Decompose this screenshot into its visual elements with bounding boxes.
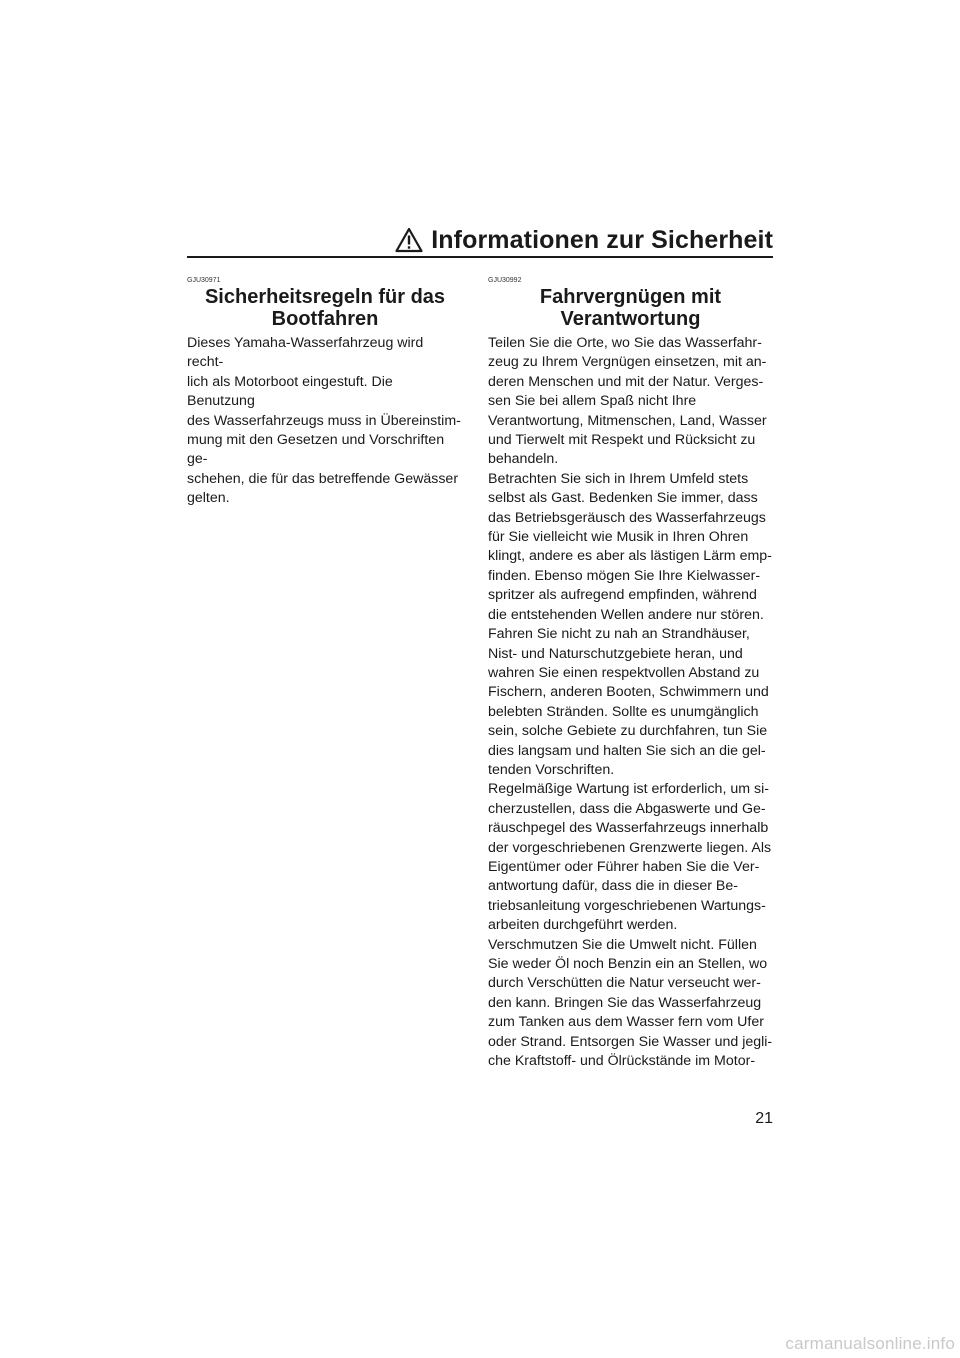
left-column — [187, 276, 463, 509]
section-heading-line: Sicherheitsregeln für das — [204, 286, 446, 308]
section-heading-line: Verantwortung — [560, 308, 701, 330]
section-body: Teilen Sie die Orte, wo Sie das Wasserfahr- zeug zu Ihrem Vergnügen einsetzen, mit an- deren Menschen und mit der Natur. Verges- sen Sie bei allem Spaß nicht Ihre Verantwortung, Mitmenschen, Land, Wasser und Tierwelt mit Respekt und Rücksicht zu behandeln. Betrachten Sie sich in Ihrem Umfeld stets selbst als Gast. Bedenken Sie immer, dass das Betriebsgeräusch des Wasserfahrzeugs für Sie vielleicht wie Musik in Ihren Ohren klingt, andere es aber als lästigen Lärm emp- finden. Ebenso mögen Sie Ihre Kielwasser- spritzer als aufregend empfinden, während die entstehenden Wellen andere nur stören. Fahren Sie nicht zu nah an Strandhäuser, Nist- und Naturschutzgebiete heran, und wahren Sie einen respektvollen Abstand zu Fischern, anderen Booten, Schwimmern und belebten Stränden. Sollte es unumgänglich sein, solche Gebiete zu durchfahren, tun Sie dies langsam und halten Sie sich an die gel- tenden Vorschriften. Regelmäßige Wartung ist erforderlich, um si- cherzustellen, dass die Abgaswerte und Ge- räuschpegel des Wasserfahrzeugs innerhalb der vorgeschriebenen Grenzwerte liegen. Als Eigentümer oder Führer haben Sie die Ver- antwortung dafür, dass die in dieser Be- triebsanleitung vorgeschriebenen Wartungs- arbeiten durchgeführt werden. Verschmutzen Sie die Umwelt nicht. Füllen Sie weder Öl noch Benzin ein an Stellen, wo durch Verschütten die Natur verseucht wer- den kann. Bringen Sie das Wasserfahrzeug zum Tanken aus dem Wasser fern vom Ufer oder Strand. Entsorgen Sie Wasser und jegli- che Kraftstoff- und Ölrückstände im Motor- — [488, 335, 773, 1070]
section-heading — [187, 286, 463, 330]
right-column — [488, 276, 773, 1071]
warning-triangle-icon — [395, 227, 423, 253]
section-body: Dieses Yamaha-Wasserfahrzeug wird recht- lich als Motorboot eingestuft. Die Benutzung des Wasserfahrzeugs muss in Übereinstim- mung mit den Gesetzen und Vorschriften ge- schehen, die für das betreffende Gewässer gelten. — [187, 335, 461, 507]
section-code: GJU30992 — [488, 277, 522, 284]
section-code: GJU30971 — [187, 277, 221, 284]
section-heading — [488, 286, 773, 330]
section-heading-line: Bootfahren — [271, 308, 379, 330]
page-title: Informationen zur Sicherheit — [431, 225, 773, 254]
page-header — [187, 224, 773, 256]
footer-watermark: carmanualsonline.info — [785, 1334, 955, 1353]
page-number: 21 — [755, 1110, 773, 1127]
header-rule — [187, 256, 773, 258]
section-heading-line: Fahrvergnügen mit — [539, 286, 722, 308]
